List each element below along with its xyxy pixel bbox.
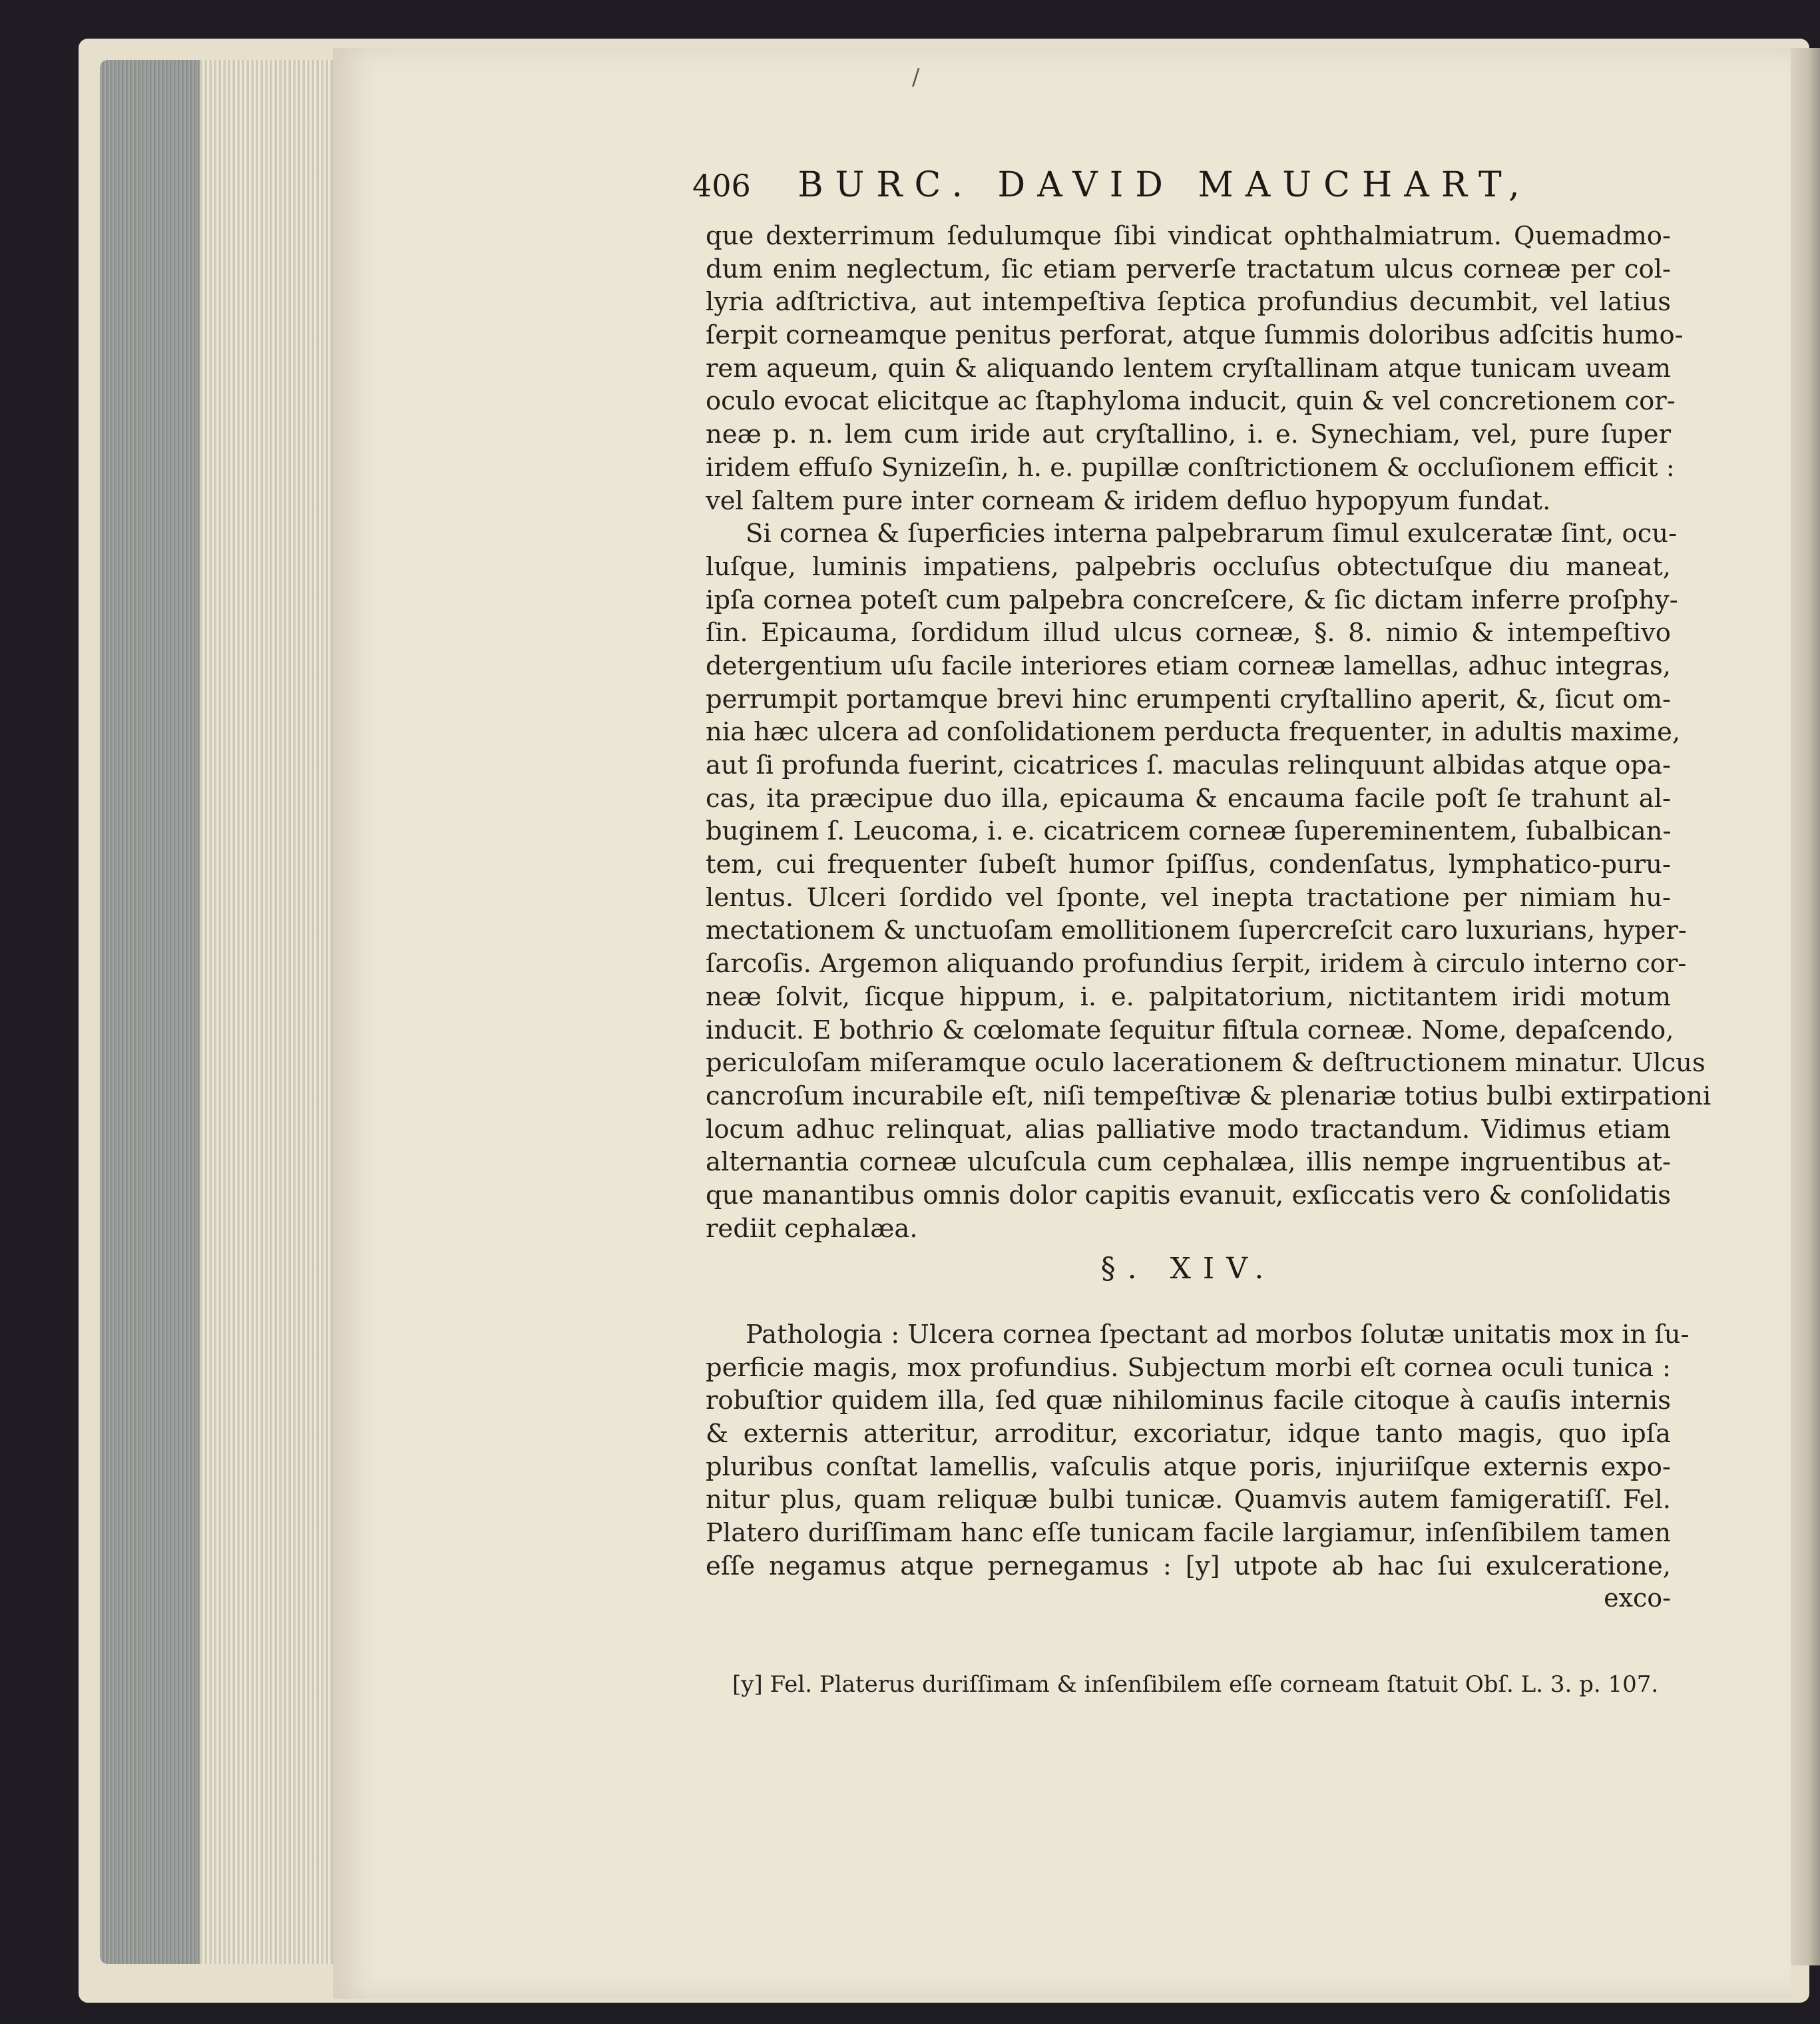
text-line: Si cornea & ſuperficies interna palpebrarum ſimul exulceratæ ſint, ocu-	[746, 519, 1678, 549]
text-line: neæ p. n. lem cum iride aut cryſtallino, i. e. Synechiam, vel, pure ſuper	[706, 419, 1671, 450]
text-line: lentus. Ulceri ſordido vel ſponte, vel inepta tractatione per nimiam hu-	[706, 882, 1671, 913]
text-line: mectationem & unctuoſam emollitionem ſupercreſcit caro luxurians, hyper-	[706, 915, 1687, 946]
text-line: Pathologia : Ulcera cornea ſpectant ad morbos ſolutæ unitatis mox in ſu-	[746, 1320, 1690, 1350]
text-line: ipſa cornea poteſt cum palpebra concreſcere, & ſic dictam inferre proſphy-	[706, 585, 1678, 615]
text-line: nia hæc ulcera ad conſolidationem perducta frequenter, in adultis maxime,	[706, 717, 1681, 748]
text-line: periculoſam miſeramque oculo lacerationem & deſtructionem minatur. Ulcus	[706, 1048, 1706, 1079]
top-mark: /	[912, 64, 920, 91]
section-heading: §. XIV.	[1100, 1252, 1276, 1286]
text-line: iridem effuſo Synizeſin, h. e. pupillæ conſtrictionem & occluſionem efficit :	[706, 452, 1675, 483]
text-line: rem aqueum, quin & aliquando lentem cryſtallinam atque tunicam uveam	[706, 353, 1671, 383]
catchword: exco-	[1604, 1583, 1671, 1613]
text-line: cancroſum incurabile eſt, niſi tempeſtivæ & plenariæ totius bulbi extirpationi	[706, 1081, 1711, 1111]
body-text-section	[706, 1318, 1690, 1583]
text-line: nitur plus, quam reliquæ bulbi tunicæ. Quamvis autem famigeratiſſ. Fel.	[706, 1485, 1671, 1515]
text-line: alternantia corneæ ulcuſcula cum cephalæa, illis nempe ingruentibus at-	[706, 1147, 1671, 1178]
text-line: eſſe negamus atque pernegamus : [y] utpote ab hac ſui exulceratione,	[706, 1551, 1671, 1581]
text-line: locum adhuc relinquat, alias palliative modo tractandum. Vidimus etiam	[706, 1114, 1671, 1144]
text-line: cas, ita præcipue duo illa, epicauma & encauma facile poſt ſe trahunt al-	[706, 783, 1671, 814]
text-line: detergentium uſu facile interiores etiam corneæ lamellas, adhuc integras,	[706, 650, 1671, 681]
text-line: que manantibus omnis dolor capitis evanuit, exſiccatis vero & conſolidatis	[706, 1180, 1671, 1210]
text-line: rediit cephalæa.	[706, 1213, 918, 1244]
page-edges-shadow	[100, 60, 200, 1964]
text-line: perficie magis, mox profundius. Subjectum morbi eſt cornea oculi tunica :	[706, 1352, 1671, 1383]
text-line: Platero duriſſimam hanc eſſe tunicam facile largiamur, inſenſibilem tamen	[706, 1518, 1671, 1549]
text-line: lyria adſtrictiva, aut intempeſtiva ſeptica profundius decumbit, vel latius	[706, 287, 1671, 318]
text-line: robuſtior quidem illa, ſed quæ nihilominus facile citoque à cauſis internis	[706, 1386, 1671, 1416]
footnote: [y] Fel. Platerus duriſſimam & inſenſibilem eſſe corneam ſtatuit Obſ. L. 3. p. 107.	[732, 1671, 1659, 1698]
body-text	[706, 220, 1711, 1245]
running-header	[692, 165, 1678, 212]
text-line: inducit. E bothrio & cœlomate ſequitur fiſtula corneæ. Nome, depaſcendo,	[706, 1015, 1674, 1045]
running-title: BURC. DAVID MAUCHART,	[797, 165, 1532, 205]
text-line: buginem ſ. Leucoma, i. e. cicatricem corneæ ſupereminentem, ſubalbican-	[706, 816, 1672, 847]
text-line: vel ſaltem pure inter corneam & iridem defluo hypopyum fundat.	[706, 485, 1551, 516]
right-leaf	[1791, 48, 1820, 1965]
text-line: perrumpit portamque brevi hinc erumpenti cryſtallino aperit, &, ſicut om-	[706, 684, 1671, 714]
text-line: pluribus conſtat lamellis, vaſculis atque poris, injuriiſque externis expo-	[706, 1451, 1671, 1482]
text-line: tem, cui frequenter ſubeſt humor ſpiſſus, condenſatus, lymphatico-puru-	[706, 850, 1671, 880]
text-line: luſque, luminis impatiens, palpebris occluſus obtectuſque diu maneat,	[706, 551, 1671, 582]
text-line: que dexterrimum ſedulumque ſibi vindicat ophthalmiatrum. Quemadmo-	[706, 221, 1671, 251]
text-line: ſerpit corneamque penitus perforat, atque ſummis doloribus adſcitis humo-	[706, 320, 1684, 351]
page-number: 406	[692, 168, 751, 204]
text-line: neæ ſolvit, ſicque hippum, i. e. palpitatorium, nictitantem iridi motum	[706, 981, 1671, 1012]
text-line: dum enim neglectum, ſic etiam perverſe tractatum ulcus corneæ per col-	[706, 254, 1671, 284]
text-line: oculo evocat elicitque ac ſtaphyloma inducit, quin & vel concretionem cor-	[706, 386, 1676, 417]
text-line: & externis atteritur, arroditur, excoriatur, idque tanto magis, quo ipſa	[706, 1419, 1671, 1449]
text-line: ſin. Epicauma, ſordidum illud ulcus corneæ, §. 8. nimio & intempeſtivo	[706, 618, 1671, 648]
text-line: aut ſi profunda fuerint, cicatrices ſ. maculas relinquunt albidas atque opa-	[706, 750, 1672, 780]
text-line: ſarcoſis. Argemon aliquando profundius ſerpit, iridem à circulo interno cor-	[706, 949, 1687, 979]
